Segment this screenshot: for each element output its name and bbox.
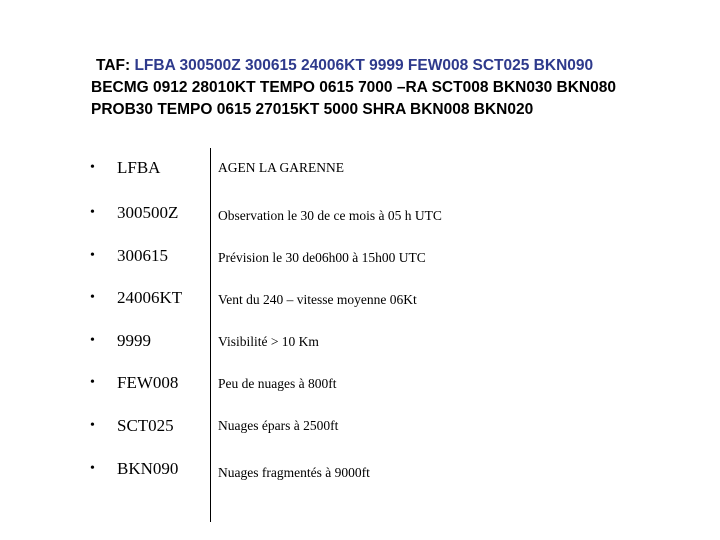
list-item-description: AGEN LA GARENNE — [218, 160, 344, 175]
bullet-icon: • — [90, 375, 95, 390]
list-item-term: SCT025 — [117, 416, 174, 435]
taf-code: LFBA 300500Z 300615 24006KT 9999 FEW008 SCT025 BKN090 — [134, 57, 594, 74]
bullet-icon: • — [90, 290, 95, 305]
list-item — [0, 290, 720, 320]
list-item — [0, 160, 720, 190]
list-item-description: Nuages fragmentés à 9000ft — [218, 465, 370, 480]
list-item-term: BKN090 — [117, 459, 179, 478]
bullet-icon: • — [90, 205, 95, 220]
list-item-description: Observation le 30 de ce mois à 05 h UTC — [218, 208, 442, 223]
taf-header — [91, 55, 711, 121]
taf-line-1 — [91, 55, 711, 77]
list-item-description: Prévision le 30 de06h00 à 15h00 UTC — [218, 250, 426, 265]
taf-line-2: BECMG 0912 28010KT TEMPO 0615 7000 –RA SCT008 BKN030 BKN080 — [91, 79, 616, 96]
bullet-icon: • — [90, 461, 95, 476]
bullet-icon: • — [90, 333, 95, 348]
bullet-icon: • — [90, 160, 95, 175]
list-item-term: 24006KT — [117, 288, 183, 307]
list-item — [0, 248, 720, 278]
list-item-description: Visibilité > 10 Km — [218, 334, 319, 349]
list-item-term: LFBA — [117, 158, 161, 177]
taf-label: TAF: — [96, 57, 131, 74]
bullet-icon: • — [90, 248, 95, 263]
list-item-description: Peu de nuages à 800ft — [218, 376, 337, 391]
list-item-term: 300615 — [117, 246, 168, 265]
list-item-term: 9999 — [117, 331, 151, 350]
taf-line-3: PROB30 TEMPO 0615 27015KT 5000 SHRA BKN008 BKN020 — [91, 101, 534, 118]
list-item-description: Nuages épars à 2500ft — [218, 418, 339, 433]
list-item-term: 300500Z — [117, 203, 179, 222]
list-item — [0, 375, 720, 405]
list-item — [0, 333, 720, 363]
list-item — [0, 205, 720, 235]
list-item-description: Vent du 240 – vitesse moyenne 06Kt — [218, 292, 417, 307]
list-item — [0, 418, 720, 448]
bullet-icon: • — [90, 418, 95, 433]
list-item-term: FEW008 — [117, 373, 179, 392]
list-item — [0, 461, 720, 491]
